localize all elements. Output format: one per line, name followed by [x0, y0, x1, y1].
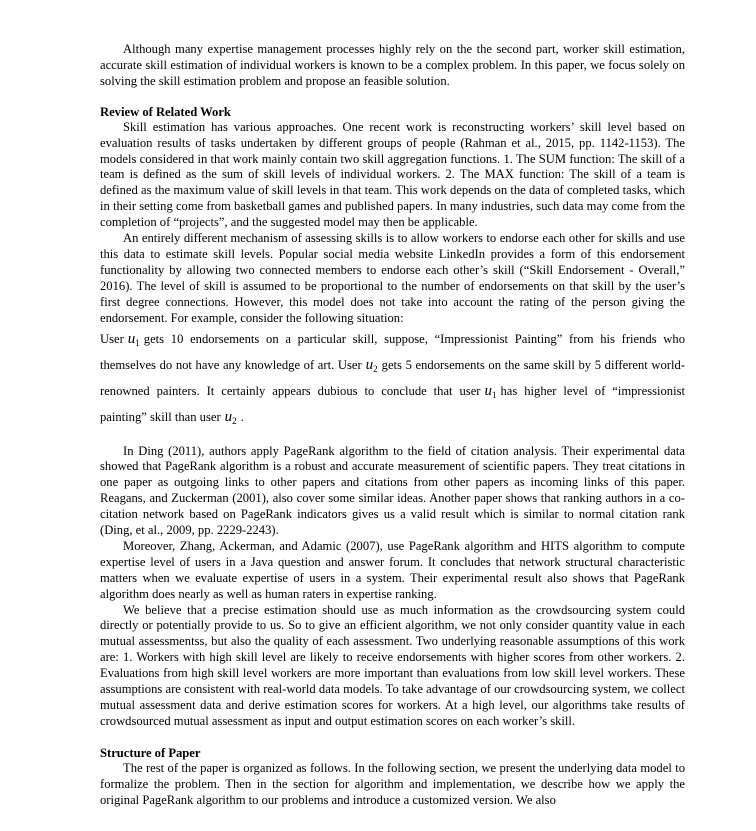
related-work-paragraph-4: In Ding (2011), authors apply PageRank algorithm to the field of citation analysis. Their experimental data showed that PageRank algorithm is a robust and accurate measurement of scientific papers. They treat citations in one paper as outgoing links to other papers and citations from other papers as incoming links of this paper. Reagans, and Zuckerman (2001), also cover some similar ideas. Another paper shows that ranking authors in a co-citation network based on PageRank indicators gives us a valid result which is similar to normal citation rank (Ding, et al., 2009, pp. 2229-2243). [100, 443, 685, 538]
related-work-paragraph-6: We believe that a precise estimation should use as much information as the crowdsourcing system could directly or potentially provide to us. So to give an efficient algorithm, we not only consider quantity value in each mutual assessmentss, but also the quality of each assessment. Two underlying reasonable assumptions of this work are: 1. Workers with high skill level are likely to receive endorsements with higher scores from other workers. 2. Evaluations from high skill level workers are more important than evaluations from low skill level workers. These assumptions are consistent with real-world data models. To take advantage of our crowdsourcing system, we collect mutual assessment data and derive estimation scores for workers. At a high level, our algorithms take results of crowdsourced mutual assessment as input and output estimation scores on each worker’s skill. [100, 602, 685, 728]
spacer [100, 730, 685, 745]
example-text-4: has higher level of “impressionist painting” skill than user [100, 383, 685, 424]
example-text-1: User [100, 331, 124, 346]
variable-u1-second: $u_1$ [484, 382, 497, 400]
example-text-3: gets 5 endorsements on the same skill by 5 different world-renowned painters. It certainly appears dubious to conclude that user [100, 357, 685, 398]
paper-page [100, 42, 685, 809]
spacer [100, 90, 685, 104]
spacer [100, 430, 685, 444]
variable-u1: $u_1$ [127, 330, 140, 348]
example-paragraph [100, 326, 685, 430]
example-text-5: . [240, 409, 244, 424]
section-heading-related-work: Review of Related Work [100, 104, 231, 119]
section-heading-structure: Structure of Paper [100, 745, 201, 760]
intro-paragraph: Although many expertise management processes highly rely on the the second part, worker skill estimation, accurate skill estimation of individual workers is known to be a complex problem. In this paper, we focus solely on solving the skill estimation problem and propose an feasible solution. [100, 42, 685, 88]
variable-u2: $u_2$ [365, 356, 378, 374]
structure-paragraph-1: The rest of the paper is organized as follows. In the following section, we present the underlying data model to formalize the problem. Then in the section for algorithm and implementation, we describe how we apply the original PageRank algorithm to our problems and introduce a customized version. We also [100, 760, 685, 807]
variable-u2-second: $u_2$ [224, 408, 237, 426]
example-text-2: gets 10 endorsements on a particular skill, suppose, “Impressionist Painting” from his friends who themselves do not have any knowledge of art. User [100, 331, 685, 372]
related-work-paragraph-2: An entirely different mechanism of assessing skills is to allow workers to endorse each other for skills and use this data to estimate skill levels. Popular social media website LinkedIn provides a form of this endorsement functionality by allowing two connected members to endorse each other’s skill (“Skill Endorsement - Overall,” 2016). The level of skill is assumed to be proportional to the number of endorsements on that skill by the user’s first degree connections. However, this model does not take into account the rating of the person giving the endorsement. For example, consider the following situation: [100, 231, 685, 325]
related-work-paragraph-5: Moreover, Zhang, Ackerman, and Adamic (2007), use PageRank algorithm and HITS algorithm to compute expertise level of users in a Java question and answer forum. It concludes that network structural characteristic matters when we evaluate expertise of users in a system. Their experimental result also shows that PageRank algorithm does nearly as well as human raters in expertise ranking. [100, 538, 685, 601]
related-work-paragraph-1: Skill estimation has various approaches. One recent work is reconstructing workers’ skill level based on evaluation results of tasks undertaken by different groups of people (Rahman et al., 2015, pp. 1142-1153). The models considered in that work mainly contain two skill aggregation functions. 1. The SUM function: The skill of a team is defined as the sum of skill levels of individual workers. 2. The MAX function: The skill of a team is defined as the maximum value of skill levels in that team. This work depends on the data of completed tasks, which in their setting come from basketball games and published papers. In many industries, such data may come from the completion of “projects”, and the suggested model may then be applicable. [100, 119, 685, 230]
